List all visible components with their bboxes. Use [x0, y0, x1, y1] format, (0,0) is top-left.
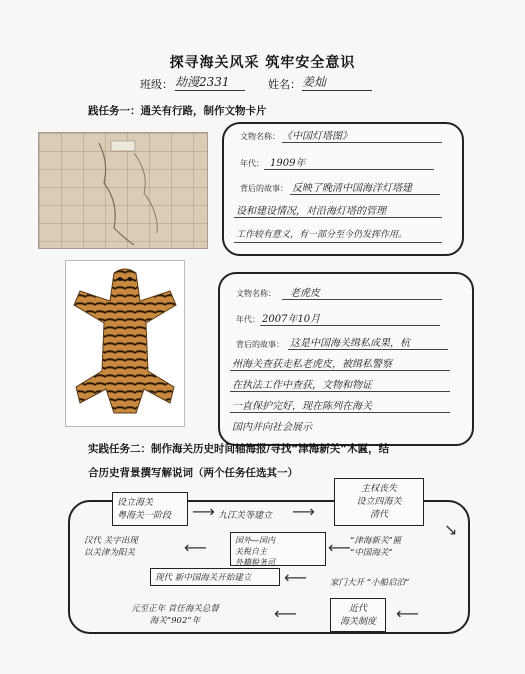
- card2-story-line-5: 国内并向社会展示: [232, 422, 312, 433]
- arrow-right-icon: ⟶: [192, 502, 215, 521]
- timeline-box-3: 主权丧失 设立四海关 清代: [334, 478, 424, 526]
- card1-story-line-2: 设和建设情况，对沿海灯塔的管理: [236, 206, 386, 217]
- timeline-text-4: 汉代 关字出现 以关津为阳关: [84, 536, 138, 558]
- timeline-text-6: “津海新关”匾 “中国海关”: [350, 536, 402, 558]
- card2-story-label: 背后的故事：: [236, 340, 284, 349]
- card1-story-line-1: 反映了晚清中国海洋灯塔建: [292, 183, 412, 194]
- name-value: 姜灿: [302, 73, 372, 91]
- tiger-skin-image: [65, 260, 185, 427]
- arrow-right-icon: ⟶: [292, 502, 315, 521]
- card2-name-value: 老虎皮: [290, 288, 320, 299]
- name-label: 姓名：: [268, 78, 301, 91]
- class-value: 劫漫2331: [175, 73, 245, 91]
- timeline-text-8: 家门大开 “小船启泊”: [330, 578, 410, 588]
- arrow-left-icon: ⟵: [396, 604, 419, 623]
- timeline-text-9: 元至正年 首任海关总督 海关“902”年: [131, 604, 219, 626]
- card2-year-label: 年代：: [236, 315, 260, 324]
- card1-story-line-3: 工作较有意义，有一部分至今仍发挥作用。: [236, 230, 408, 240]
- timeline-box-5: 国外—国内 关税自主 外籍税务司: [230, 532, 326, 566]
- arrow-left-icon: ⟵: [274, 604, 297, 623]
- card2-year-value: 2007年10月: [262, 314, 321, 325]
- card1-story-label: 背后的故事：: [240, 184, 288, 193]
- page-title: 探寻海关风采 筑牢安全意识: [169, 55, 356, 71]
- card2-story-line-4: 一直保护完好，现在陈列在海关: [232, 401, 372, 412]
- card1-name-label: 文物名称：: [240, 132, 280, 141]
- arrow-left-icon: ⟵: [328, 538, 351, 557]
- card1-name-value: 《中国灯塔图》: [282, 131, 352, 142]
- lighthouse-map-image: [38, 132, 208, 249]
- arrow-curve-icon: ↘: [444, 520, 458, 539]
- card2-story-line-2: 州海关查获走私老虎皮，被缉私警察: [232, 359, 392, 370]
- class-label: 班级：: [140, 78, 173, 91]
- timeline-text-2: 九江关等建立: [218, 511, 273, 521]
- tiger-skin-icon: [66, 261, 184, 426]
- task1-heading: 践任务一：通关有行路，制作文物卡片: [88, 105, 267, 117]
- map-coastline-icon: [39, 133, 207, 248]
- task2-heading-line-2: 合历史背景撰写解说词（两个任务任选其一）: [88, 467, 298, 479]
- arrow-left-icon: ⟵: [284, 568, 307, 587]
- task2-heading-line-1: 实践任务二：制作海关历史时间轴海报/寻找“津海新关”木匾，结: [88, 443, 390, 455]
- card2-name-label: 文物名称：: [236, 289, 276, 298]
- timeline-box-7: 现代 新中国海关开始建立: [150, 568, 280, 586]
- card2-story-line-3: 在执法工作中查获，文物和物证: [232, 380, 372, 391]
- timeline-box-10: 近代 海关制度: [330, 598, 386, 632]
- card1-year-value: 1909年: [270, 158, 306, 169]
- card2-story-line-1: 这是中国海关缉私成果，杭: [290, 338, 410, 349]
- timeline-box-1: 设立海关 粤海关一阶段: [112, 492, 188, 526]
- arrow-left-icon: ⟵: [184, 538, 207, 557]
- card1-year-label: 年代：: [240, 159, 264, 168]
